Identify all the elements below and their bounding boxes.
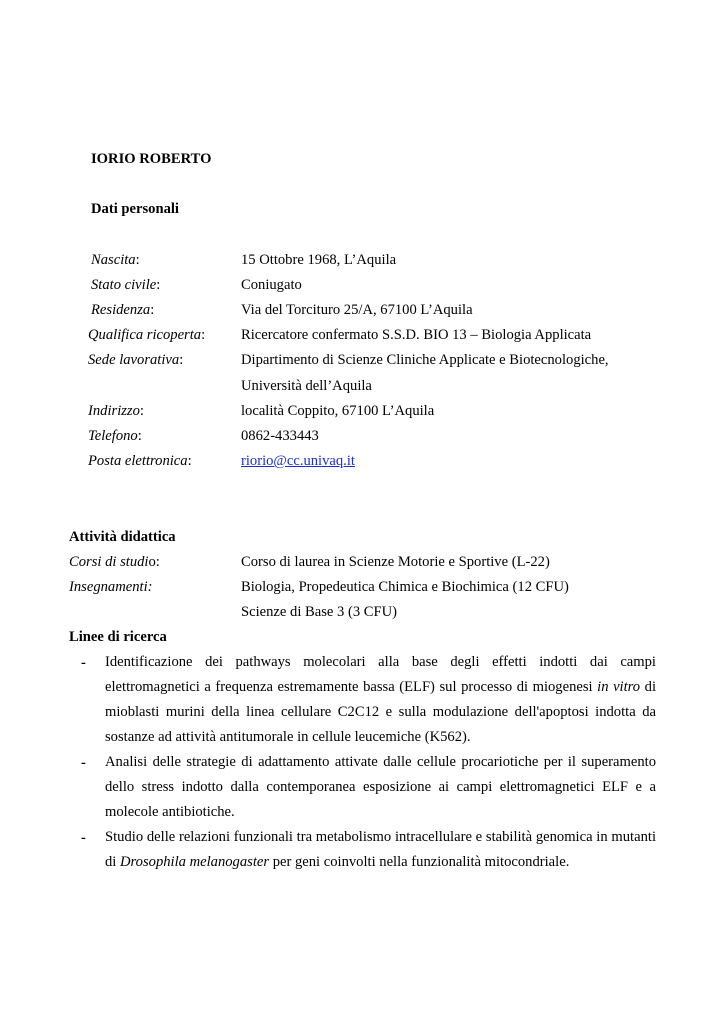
value-residenza: Via del Torcituro 25/A, 67100 L’Aquila: [241, 302, 473, 318]
bullet-dash: -: [81, 655, 86, 671]
bullet-dash: -: [81, 830, 86, 846]
label-qualifica: Qualifica ricoperta:: [88, 327, 206, 343]
label-nascita: Nascita:: [91, 252, 140, 268]
value-corsi-di-studio: Corso di laurea in Scienze Motorie e Sportive (L-22): [241, 554, 550, 570]
label-stato-civile: Stato civile:: [91, 277, 161, 293]
research-item-2: Analisi delle strategie di adattamento attivate dalle cellule procariotiche per il superamento dello stress indotto dalla contemporanea esposizione ai campi elettromagnetici ELF e a molecole antibiotiche.: [105, 754, 656, 820]
research-item-1: Identificazione dei pathways molecolari alla base degli effetti indotti dai campi elettromagnetici a frequenza estremamente bassa (ELF) sul processo di miogenesi in vitro di mioblasti murini della linea cellulare C2C12 e sulla modulazione dell'apoptosi indotta da sostanze ad attività antitumorale in cellule leucemiche (K562).: [105, 654, 657, 745]
value-sede-lavorativa-line2: Università dell’Aquila: [241, 378, 372, 394]
subject-1: Biologia, Propedeutica Chimica e Biochimica (12 CFU): [241, 579, 569, 595]
value-indirizzo: località Coppito, 67100 L’Aquila: [241, 403, 435, 419]
personal-data-heading: Dati personali: [91, 201, 179, 217]
research-heading: Linee di ricerca: [69, 629, 167, 645]
bullet-dash: -: [81, 755, 86, 771]
value-qualifica: Ricercatore confermato S.S.D. BIO 13 – Biologia Applicata: [241, 327, 592, 343]
value-sede-lavorativa: Dipartimento di Scienze Cliniche Applicate e Biotecnologiche,: [241, 352, 609, 368]
label-telefono: Telefono:: [88, 428, 142, 444]
research-item-3: Studio delle relazioni funzionali tra metabolismo intracellulare e stabilità genomica in mutanti di Drosophila melanogaster per geni coinvolti nella funzionalità mitocondriale.: [105, 829, 656, 870]
value-telefono: 0862-433443: [241, 428, 319, 444]
person-name: IORIO ROBERTO: [91, 151, 212, 167]
teaching-heading: Attività didattica: [69, 529, 176, 545]
label-insegnamenti: Insegnamenti:: [69, 579, 153, 595]
email-link[interactable]: riorio@cc.univaq.it: [241, 453, 355, 469]
label-sede-lavorativa: Sede lavorativa:: [88, 352, 184, 368]
value-stato-civile: Coniugato: [241, 277, 302, 293]
subject-2: Scienze di Base 3 (3 CFU): [241, 604, 398, 620]
label-indirizzo: Indirizzo:: [88, 403, 144, 419]
label-posta-elettronica: Posta elettronica:: [88, 453, 192, 469]
value-nascita: 15 Ottobre 1968, L’Aquila: [241, 252, 397, 268]
label-corsi-di-studio: Corsi di studio:: [69, 554, 160, 570]
label-residenza: Residenza:: [91, 302, 155, 318]
